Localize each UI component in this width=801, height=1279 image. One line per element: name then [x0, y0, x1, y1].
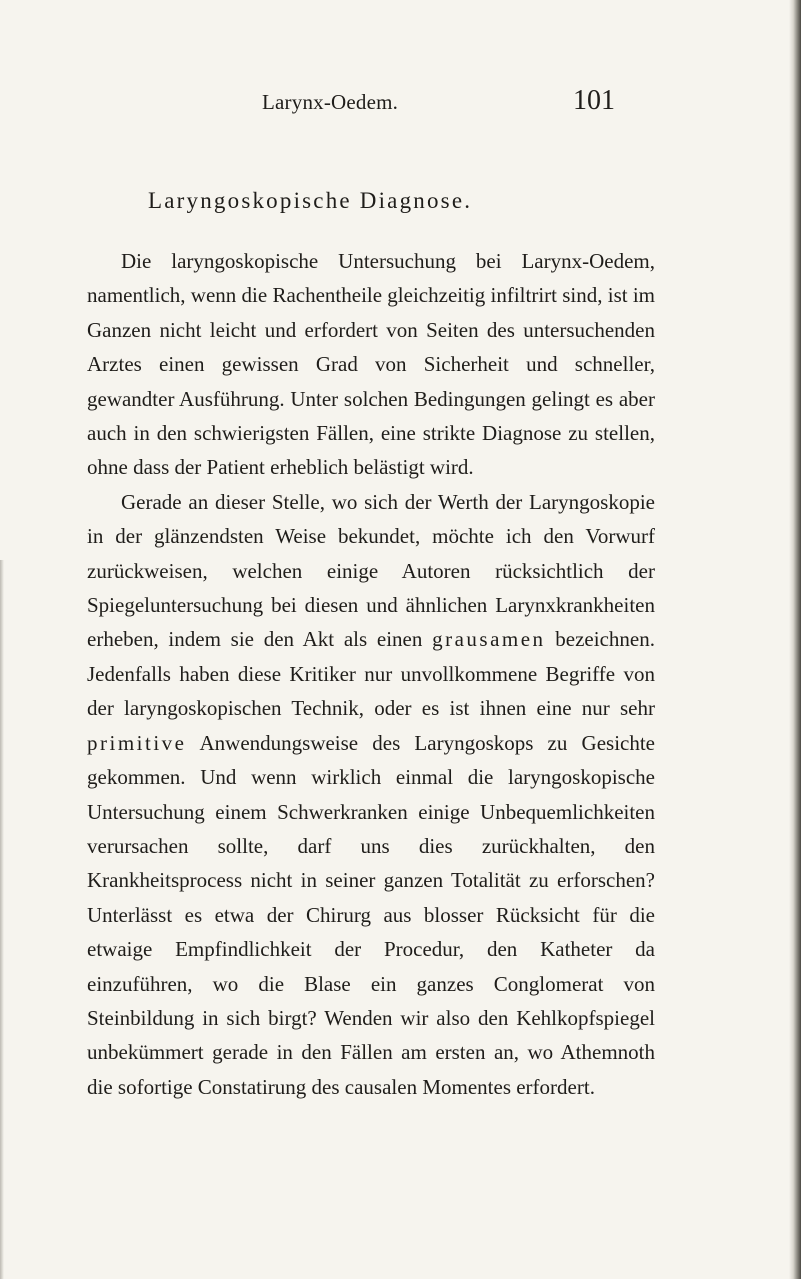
page-number: 101 — [573, 85, 615, 116]
running-head — [0, 85, 801, 120]
paragraph-text: Die laryngoskopische Untersuchung bei Larynx-Oedem, namentlich, wenn die Rachentheile gleichzeitig infiltrirt sind, ist im Ganzen nicht leicht und erfordert von Seiten des untersuchenden Arztes einen gewissen Grad von Sicherheit und schneller, gewandter Ausführung. Unter solchen Bedingungen gelingt es aber auch in den schwierigsten Fällen, eine strikte Diagnose zu stellen, ohne dass der Patient erheblich belästigt wird. — [87, 249, 656, 480]
running-title: Larynx-Oedem. — [262, 90, 399, 114]
paragraph-text: Gerade an dieser Stelle, wo sich der Werth der Laryngoskopie in der glänzendsten Weise bekundet, möchte ich den Vorwurf zurückweisen, welchen einige Autoren rücksichtlich der Spiegeluntersuchung bei diesen und ähnlichen Larynxkrankheiten erheben, indem sie den Akt als einen — [87, 489, 655, 652]
emphasized-word: primitive — [87, 730, 187, 755]
section-heading: Laryngoskopische Diagnose. — [148, 188, 473, 213]
binding-edge-shadow — [0, 560, 4, 1279]
body-text — [87, 244, 655, 1104]
paragraph-text: Anwendungsweise des Laryngoskops zu Gesichte gekommen. Und wenn wirklich einmal die laryngoskopische Untersuchung einem Schwerkranken einige Unbequemlichkeiten verursachen sollte, darf uns dies zurückhalten, den Krankheitsprocess nicht in seiner ganzen Totalität zu erforschen? Unterlässt es etwa der Chirurg aus blosser Rücksicht für die etwaige Empfindlichkeit der Procedur, den Katheter da einzuführen, wo die Blase ein ganzes Conglomerat von Steinbildung in sich birgt? Wenden wir also den Kehlkopfspiegel unbekümmert gerade in den Fällen am ersten an, wo Athemnoth die sofortige Constatirung des causalen Momentes erfordert. — [87, 730, 655, 1099]
emphasized-word: grausamen — [432, 627, 546, 652]
paragraph-2 — [87, 485, 655, 1104]
page-edge-shadow — [789, 0, 801, 1279]
paragraph-1 — [87, 244, 655, 485]
paragraph-text: bezeichnen. Jedenfalls haben diese Kritiker nur unvollkommene Begriffe von der laryngoskopischen Technik, oder es ist ihnen eine nur sehr — [87, 627, 655, 721]
